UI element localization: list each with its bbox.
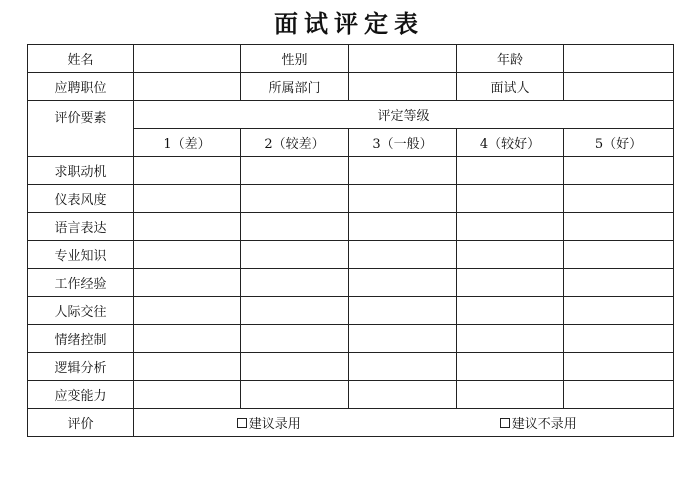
- factor-row: [28, 157, 674, 185]
- rating-cell[interactable]: [564, 353, 674, 381]
- interviewer-label: 面试人: [457, 73, 564, 101]
- rating-cell[interactable]: [564, 297, 674, 325]
- rating-cell[interactable]: [241, 381, 349, 409]
- rating-cell[interactable]: [241, 157, 349, 185]
- rating-cell[interactable]: [241, 269, 349, 297]
- factor-label: 人际交往: [28, 297, 134, 325]
- rating-cell[interactable]: [349, 213, 457, 241]
- rating-cell[interactable]: [349, 353, 457, 381]
- rating-cell[interactable]: [457, 185, 564, 213]
- rating-cell[interactable]: [349, 185, 457, 213]
- name-label: 姓名: [28, 45, 134, 73]
- rating-cell[interactable]: [349, 241, 457, 269]
- factor-label: 求职动机: [28, 157, 134, 185]
- rating-cell[interactable]: [134, 325, 241, 353]
- age-field[interactable]: [564, 45, 674, 73]
- factor-label: 仪表风度: [28, 185, 134, 213]
- rating-cell[interactable]: [134, 241, 241, 269]
- rating-cell[interactable]: [134, 213, 241, 241]
- factor-row: [28, 185, 674, 213]
- rating-cell[interactable]: [457, 297, 564, 325]
- rating-cell[interactable]: [134, 381, 241, 409]
- factor-row: [28, 269, 674, 297]
- interviewer-field[interactable]: [564, 73, 674, 101]
- factor-row: [28, 325, 674, 353]
- rating-cell[interactable]: [349, 157, 457, 185]
- factor-row: [28, 213, 674, 241]
- checkbox-icon[interactable]: [237, 418, 247, 428]
- factor-rows: [28, 157, 674, 409]
- checkbox-icon[interactable]: [500, 418, 510, 428]
- gender-label: 性别: [241, 45, 349, 73]
- factor-label: 语言表达: [28, 213, 134, 241]
- rating-cell[interactable]: [564, 381, 674, 409]
- factors-header-row: [28, 101, 674, 129]
- rating-cell[interactable]: [457, 213, 564, 241]
- rating-cell[interactable]: [134, 353, 241, 381]
- name-field[interactable]: [134, 45, 241, 73]
- rating-cell[interactable]: [564, 325, 674, 353]
- factor-label: 应变能力: [28, 381, 134, 409]
- rating-cell[interactable]: [349, 381, 457, 409]
- footer-row: [28, 409, 674, 437]
- rating-cell[interactable]: [457, 325, 564, 353]
- recommend-option[interactable]: [134, 413, 404, 432]
- header-row-2: [28, 73, 674, 101]
- factors-label: 评价要素: [28, 101, 134, 157]
- grade-header-5: 5（好）: [564, 129, 674, 157]
- rating-cell[interactable]: [457, 353, 564, 381]
- department-label: 所属部门: [241, 73, 349, 101]
- rating-cell[interactable]: [241, 241, 349, 269]
- gender-field[interactable]: [349, 45, 457, 73]
- rating-cell[interactable]: [134, 157, 241, 185]
- evaluation-label: 评价: [28, 409, 134, 437]
- rating-cell[interactable]: [349, 325, 457, 353]
- recommendation-cell: [134, 409, 674, 437]
- factor-label: 情绪控制: [28, 325, 134, 353]
- rating-cell[interactable]: [134, 297, 241, 325]
- grade-header-3: 3（一般）: [349, 129, 457, 157]
- factor-label: 专业知识: [28, 241, 134, 269]
- rating-cell[interactable]: [564, 241, 674, 269]
- rating-cell[interactable]: [134, 269, 241, 297]
- rating-cell[interactable]: [457, 157, 564, 185]
- rating-cell[interactable]: [349, 269, 457, 297]
- rating-cell[interactable]: [241, 297, 349, 325]
- age-label: 年龄: [457, 45, 564, 73]
- rating-cell[interactable]: [564, 269, 674, 297]
- not-recommend-option[interactable]: [404, 413, 674, 432]
- factor-row: [28, 297, 674, 325]
- grade-header-4: 4（较好）: [457, 129, 564, 157]
- factor-row: [28, 241, 674, 269]
- grade-label: 评定等级: [134, 101, 674, 129]
- header-row-1: [28, 45, 674, 73]
- rating-cell[interactable]: [241, 213, 349, 241]
- rating-cell[interactable]: [457, 241, 564, 269]
- department-field[interactable]: [349, 73, 457, 101]
- rating-cell[interactable]: [241, 185, 349, 213]
- rating-cell[interactable]: [457, 381, 564, 409]
- rating-cell[interactable]: [564, 213, 674, 241]
- form-title: 面试评定表: [274, 9, 424, 38]
- rating-cell[interactable]: [349, 297, 457, 325]
- recommend-label: 建议录用: [248, 417, 301, 432]
- factor-label: 工作经验: [28, 269, 134, 297]
- grade-header-2: 2（较差）: [241, 129, 349, 157]
- factor-row: [28, 353, 674, 381]
- rating-cell[interactable]: [134, 185, 241, 213]
- interview-evaluation-table: [27, 44, 674, 437]
- factor-row: [28, 381, 674, 409]
- rating-cell[interactable]: [241, 353, 349, 381]
- rating-cell[interactable]: [564, 185, 674, 213]
- rating-cell[interactable]: [241, 325, 349, 353]
- grade-header-1: 1（差）: [134, 129, 241, 157]
- rating-cell[interactable]: [457, 269, 564, 297]
- not-recommend-label: 建议不录用: [511, 417, 577, 432]
- rating-cell[interactable]: [564, 157, 674, 185]
- factor-label: 逻辑分析: [28, 353, 134, 381]
- position-label: 应聘职位: [28, 73, 134, 101]
- position-field[interactable]: [134, 73, 241, 101]
